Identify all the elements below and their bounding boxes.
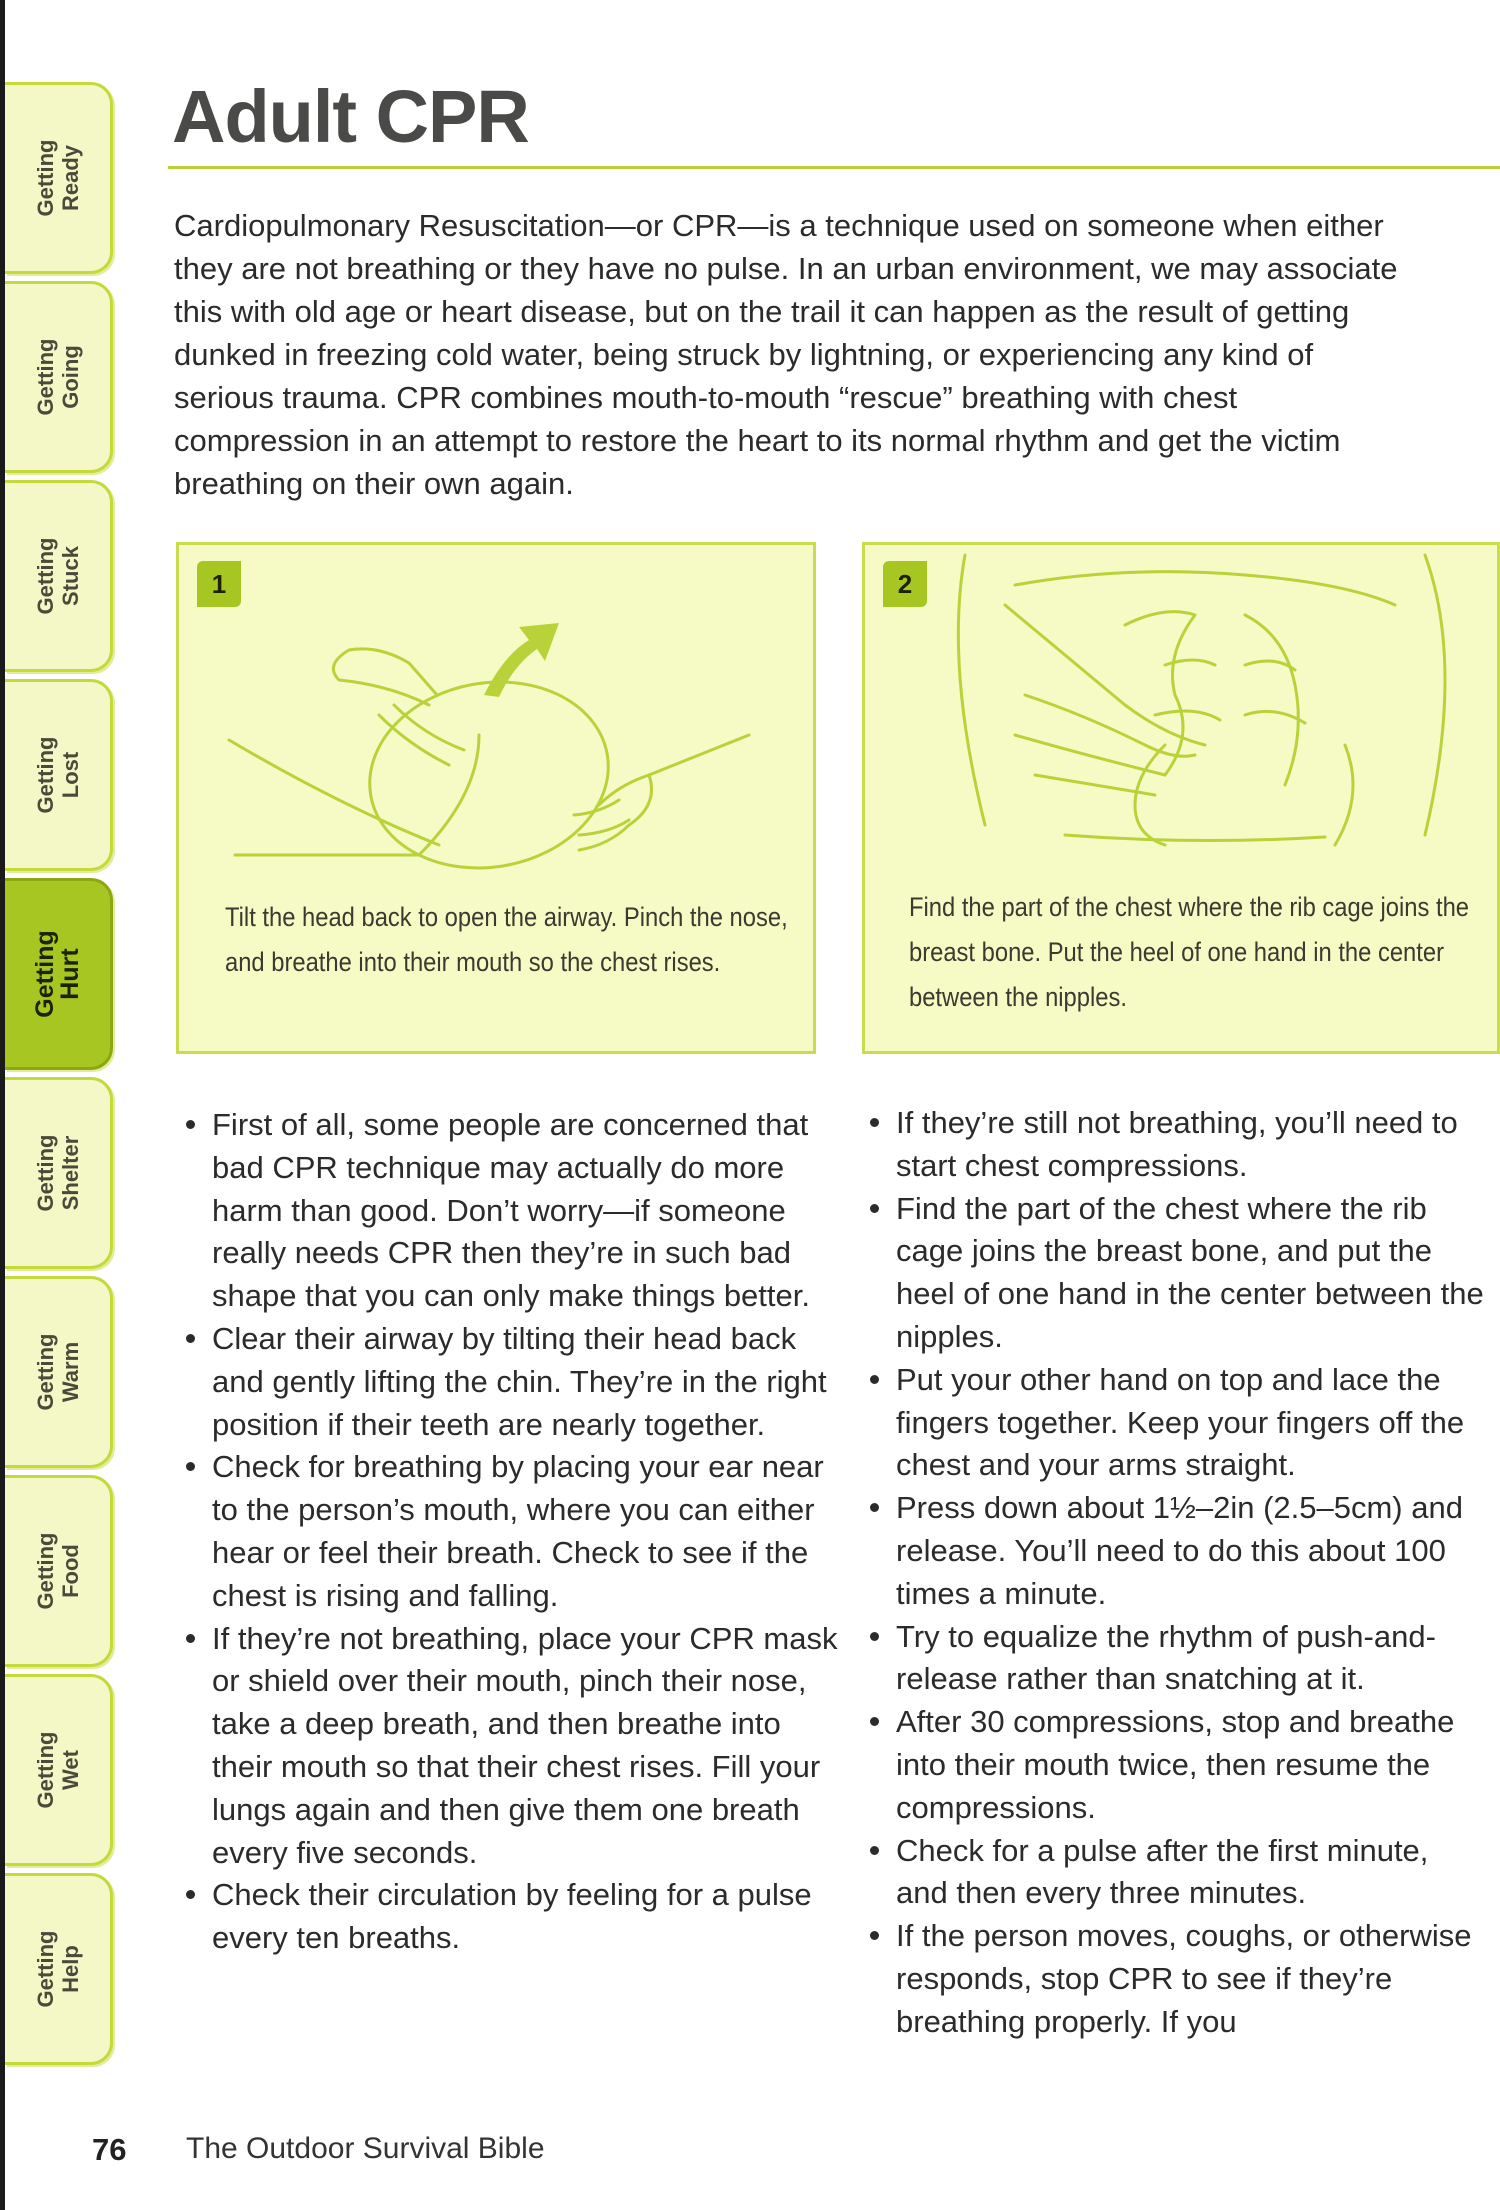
list-item: If they’re not breathing, place your CPR mask or shield over their mouth, pinch their nose, take a deep breath, and then breathe into their mouth so that their chest rises. Fill your lungs again and then give them one breath every five seconds.	[184, 1618, 844, 1875]
tab-label: Getting Wet	[32, 1731, 83, 1809]
tab-label: Getting Shelter	[32, 1134, 83, 1212]
list-item: If they’re still not breathing, you’ll need to start chest compressions.	[868, 1102, 1488, 1188]
list-item: Press down about 1½–2in (2.5–5cm) and release. You’ll need to do this about 100 times a minute.	[868, 1487, 1488, 1615]
intro-paragraph: Cardiopulmonary Resuscitation—or CPR—is a technique used on someone when either they are not breathing or they have no pulse. In an urban environment, we may associate this with old age or heart disease, but on the trail it can happen as the result of getting dunked in freezing cold water, being struck by lightning, or experiencing any kind of serious trauma. CPR combines mouth-to-mouth “rescue” breathing with chest compression in an attempt to restore the heart to its normal rhythm and get the victim breathing on their own again.	[174, 208, 1398, 501]
hand-placement-illustration	[865, 545, 1500, 885]
tab-getting-food[interactable]	[5, 1475, 113, 1667]
list-item: Put your other hand on top and lace the fingers together. Keep your fingers off the chest and your arms straight.	[868, 1359, 1488, 1487]
tab-label: Getting Lost	[32, 736, 83, 814]
step-number-badge: 1	[197, 561, 241, 607]
arrow-icon	[484, 623, 559, 697]
tab-label: Getting Warm	[32, 1333, 83, 1411]
tab-getting-wet[interactable]	[5, 1674, 113, 1866]
tab-getting-going[interactable]	[5, 281, 113, 473]
tab-getting-hurt[interactable]	[5, 878, 113, 1070]
head-tilt-illustration	[179, 545, 819, 885]
tab-label: Getting Stuck	[32, 537, 83, 615]
tab-getting-ready[interactable]	[5, 82, 113, 274]
tab-getting-warm[interactable]	[5, 1276, 113, 1468]
tab-label: Getting Going	[32, 338, 83, 416]
step-1-panel	[176, 542, 816, 1054]
tab-getting-lost[interactable]	[5, 679, 113, 871]
list-item: Check for breathing by placing your ear near to the person’s mouth, where you can either hear or feel their breath. Check to see if the chest is rising and falling.	[184, 1446, 844, 1617]
list-item: If the person moves, coughs, or otherwise responds, stop CPR to see if they’re breathing properly. If you	[868, 1915, 1488, 2043]
list-item: After 30 compressions, stop and breathe into their mouth twice, then resume the compressions.	[868, 1701, 1488, 1829]
step-caption: Tilt the head back to open the airway. Pinch the nose, and breathe into their mouth so the chest rises.	[225, 902, 788, 977]
page-number: 76	[92, 2132, 127, 2167]
list-item: First of all, some people are concerned that bad CPR technique may actually do more harm than good. Don’t worry—if someone really needs CPR then they’re in such bad shape that you can only make things better.	[184, 1104, 844, 1318]
left-bullet-list	[184, 1104, 844, 1960]
tab-label: Getting Ready	[32, 139, 83, 217]
list-item: Find the part of the chest where the rib cage joins the breast bone, and put the heel of one hand in the center between the nipples.	[868, 1188, 1488, 1359]
tab-getting-stuck[interactable]	[5, 480, 113, 672]
step-caption: Find the part of the chest where the rib cage joins the breast bone. Put the heel of one hand in the center between the nipples.	[909, 892, 1470, 1012]
tab-getting-help[interactable]	[5, 1873, 113, 2065]
tab-label: Getting Hurt	[30, 930, 84, 1018]
book-title: The Outdoor Survival Bible	[186, 2132, 545, 2165]
list-item: Try to equalize the rhythm of push-and-release rather than snatching at it.	[868, 1616, 1488, 1702]
tab-label: Getting Food	[32, 1532, 83, 1610]
step-number-badge: 2	[883, 561, 927, 607]
page-title: Adult CPR	[172, 75, 529, 158]
tab-getting-shelter[interactable]	[5, 1077, 113, 1269]
tab-label: Getting Help	[32, 1930, 83, 2008]
title-divider	[168, 166, 1500, 169]
list-item: Clear their airway by tilting their head back and gently lifting the chin. They’re in the right position if their teeth are nearly together.	[184, 1318, 844, 1446]
right-bullet-list	[868, 1102, 1488, 2044]
list-item: Check for a pulse after the first minute, and then every three minutes.	[868, 1830, 1488, 1916]
step-2-panel	[862, 542, 1500, 1054]
list-item: Check their circulation by feeling for a pulse every ten breaths.	[184, 1874, 844, 1960]
